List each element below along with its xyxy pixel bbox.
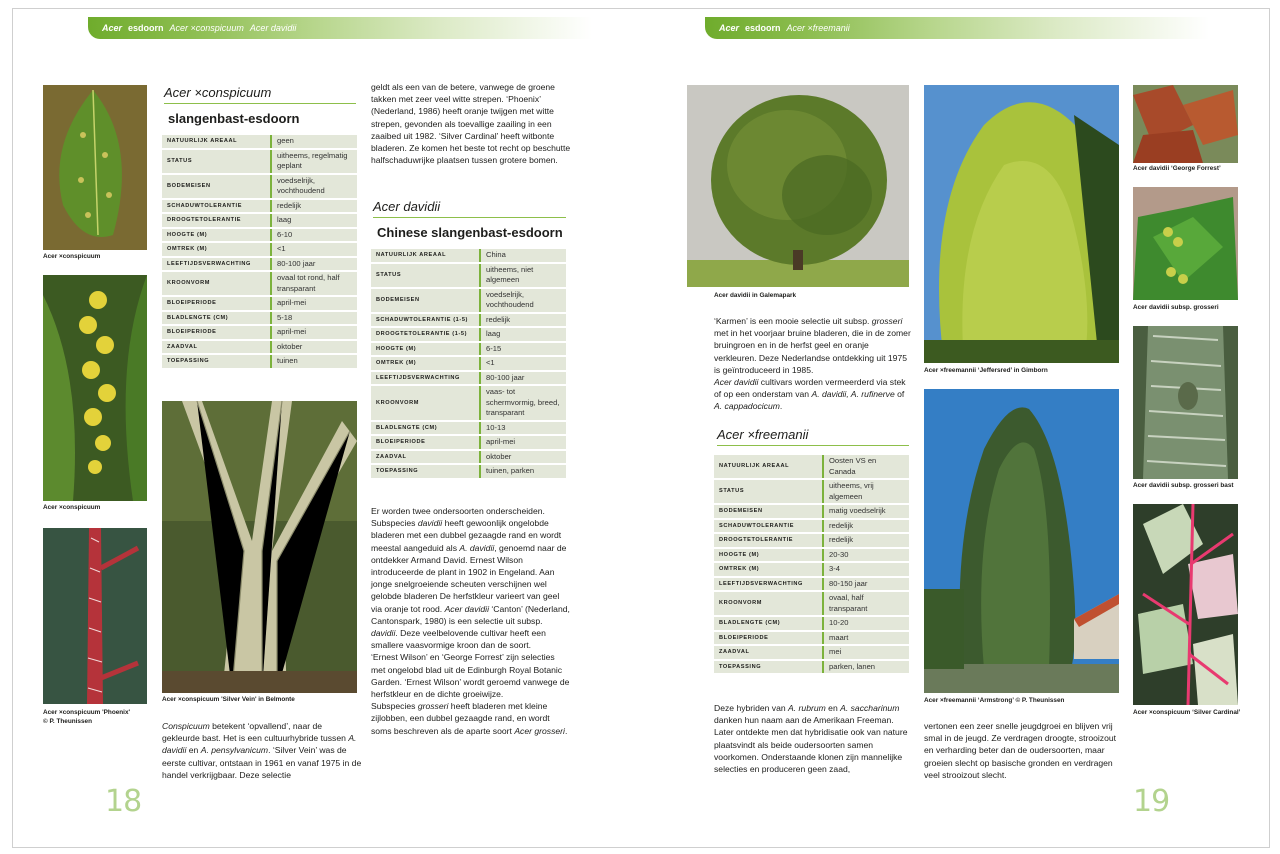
property-label: SCHADUWTOLERANTIE xyxy=(714,520,824,533)
property-row xyxy=(371,451,566,464)
property-label: HOOGTE (M) xyxy=(162,229,272,242)
property-value: uitheems, regelmatig geplant xyxy=(272,150,357,173)
property-label: STATUS xyxy=(162,150,272,173)
property-row xyxy=(714,563,909,576)
property-value: april-mei xyxy=(272,297,357,310)
property-value: tuinen xyxy=(272,355,357,368)
property-row xyxy=(371,422,566,435)
photo-conspicuum-leaves xyxy=(43,85,147,250)
property-label: KROONVORM xyxy=(371,386,481,420)
property-row xyxy=(714,632,909,645)
photo-conspicuum-flowers xyxy=(43,275,147,501)
property-row xyxy=(162,150,357,173)
species-common-name: Chinese slangenbast-esdoorn xyxy=(377,225,563,240)
photo-grosseri xyxy=(1133,187,1238,300)
property-label: OMTREK (M) xyxy=(371,357,481,370)
property-row xyxy=(714,578,909,591)
property-row xyxy=(162,355,357,368)
freemanii-text-part2: vertonen een zeer snelle jeugdgroei en blijven vrij smal in de jeugd. Ze verdragen droogte, strooizout en verharding beter dan de oudersoorten, maar groeien slecht op basische gronden en verdragen veel strooizout slecht. xyxy=(924,721,1117,780)
caption: Acer ×freemannii ‘Jeffersred’ in Gimborn xyxy=(924,367,1048,374)
property-value: ovaal, half transparant xyxy=(824,592,909,615)
property-value: China xyxy=(481,249,566,262)
property-label: BLOEIPERIODE xyxy=(714,632,824,645)
species-latin-title: Acer ×freemanii xyxy=(717,427,909,446)
conspicuum-text-part2: geldt als een van de betere, vanwege de groene takken met zeer veel witte strepen. ‘Phoenix’ (Nederland, 1986) heeft oranje twijgen met witte strepen, gevonden als toevallige zaailing in een zaaibed uit 1982. ‘Silver Cardinal’ heeft witbonte bladeren. Ze komen het beste tot recht op beschutte halfschaduwrijke plaatsen tussen grotere bomen. xyxy=(371,82,571,166)
property-row xyxy=(714,646,909,659)
properties-table-davidii xyxy=(371,247,566,480)
photo-phoenix-branch xyxy=(43,528,147,704)
property-row xyxy=(714,617,909,630)
property-value: 80-100 jaar xyxy=(481,372,566,385)
property-row xyxy=(162,243,357,256)
caption: Acer davidii subsp. grosseri bast xyxy=(1133,482,1234,489)
property-value: 6-10 xyxy=(272,229,357,242)
property-row xyxy=(371,357,566,370)
conspicuum-text-part1: Conspicuum betekent ‘opvallend’, naar de gekleurde bast. Het is een cultuurhybride tussen A. davidii en A. pensylvanicum. ‘Silver Vein’ was de eerste cultivar, ontstaan in 1961 en vanaf 1975 in de handel verkrijgbaar. Deze selectie xyxy=(162,721,362,780)
header-genus: Acer xyxy=(719,23,740,33)
property-row xyxy=(162,258,357,271)
property-label: ZAADVAL xyxy=(714,646,824,659)
property-value: parken, lanen xyxy=(824,661,909,674)
running-header-right xyxy=(705,17,1209,39)
header-genus: Acer xyxy=(102,23,123,33)
property-label: BLADLENGTE (CM) xyxy=(162,312,272,325)
property-label: TOEPASSING xyxy=(162,355,272,368)
header-section: Acer ×freemanii xyxy=(786,23,850,33)
photo-jeffersred xyxy=(924,85,1119,363)
caption: Acer ×conspicuum xyxy=(43,253,101,260)
caption: Acer ×conspicuum xyxy=(43,504,101,511)
property-row xyxy=(714,592,909,615)
property-label: STATUS xyxy=(371,264,481,287)
header-section: Acer ×conspicuum xyxy=(169,23,244,33)
page-number: 18 xyxy=(105,784,142,819)
property-value: redelijk xyxy=(481,314,566,327)
running-header-left xyxy=(88,17,592,39)
property-label: BLOEIPERIODE xyxy=(162,326,272,339)
property-value: april-mei xyxy=(272,326,357,339)
property-label: BLOEIPERIODE xyxy=(371,436,481,449)
property-label: HOOGTE (M) xyxy=(714,549,824,562)
freemanii-text-part1: Deze hybriden van A. rubrum en A. saccharinum danken hun naam aan de Amerikaan Freeman. Later ontdekte men dat hybridisatie ook van nature plaatsvindt als beide oudersoorten samen voorkomen. Onderstaande klonen zijn mannelijke selecties en produceren geen zaad, xyxy=(714,703,908,775)
property-row xyxy=(371,386,566,420)
property-row xyxy=(162,326,357,339)
property-row xyxy=(162,214,357,227)
property-row xyxy=(162,341,357,354)
caption: Acer ×freemannii ‘Armstrong’ © P. Theunissen xyxy=(924,697,1065,704)
davidii-text: Er worden twee ondersoorten onderscheiden. Subspecies davidii heeft gewoonlijk ongelobde bladeren met een dubbel gezaagde rand en wordt meestal aangeduid als A. davidii, genoemd naar de ontdekker Armand David. Ernest Wilson introduceerde de plant in 1902 in Engeland. Aan jonge snelgroeiende scheuten verschijnen wel gelobde bladeren De herfstkleur varieert van geel via oranje tot rood. Acer davidii ‘Canton’ (Nederland, Cantonspark, 1980) is een selectie uit subsp. davidii. Deze veelbelovende cultivar heeft een smallere vaasvormige kroon dan de soort. ‘Ernest Wilson’ en ‘George Forrest’ zijn selecties met ongelobd blad uit de Edinburgh Royal Botanic Garden. ‘Ernest Wilson’ wordt geroemd vanwege de herfstkleur en de dichte groeiwijze. Subspecies grosseri heeft bladeren met kleine zijlobben, een dubbel gezaagde rand, en wordt soms beschreven als de aparte soort Acer grosseri. xyxy=(371,506,570,736)
property-value: maart xyxy=(824,632,909,645)
caption-phoenix: Acer ×conspicuum 'Phoenix' © P. Theunissen xyxy=(43,709,131,725)
property-label: NATUURLIJK AREAAL xyxy=(162,135,272,148)
property-value: mei xyxy=(824,646,909,659)
property-value: redelijk xyxy=(824,534,909,547)
property-row xyxy=(714,534,909,547)
properties-table-freemanii xyxy=(714,453,909,675)
page-number: 19 xyxy=(1133,784,1170,819)
caption: Acer ×conspicuum 'Silver Vein' in Belmonte xyxy=(162,696,295,703)
property-label: BLADLENGTE (CM) xyxy=(371,422,481,435)
property-value: 6-15 xyxy=(481,343,566,356)
property-value: april-mei xyxy=(481,436,566,449)
property-label: BODEMEISEN xyxy=(371,289,481,312)
property-value: uitheems, vrij algemeen xyxy=(824,480,909,503)
property-label: LEEFTIJDSVERWACHTING xyxy=(714,578,824,591)
species-common-name: slangenbast-esdoorn xyxy=(168,111,300,126)
property-value: laag xyxy=(272,214,357,227)
property-row xyxy=(162,135,357,148)
photo-grosseri-bark xyxy=(1133,326,1238,479)
property-label: STATUS xyxy=(714,480,824,503)
property-label: SCHADUWTOLERANTIE (1-5) xyxy=(371,314,481,327)
property-row xyxy=(371,343,566,356)
property-label: TOEPASSING xyxy=(371,465,481,478)
property-value: uitheems, niet algemeen xyxy=(481,264,566,287)
book-spread xyxy=(12,8,1270,848)
caption: Acer davidii subsp. grosseri xyxy=(1133,304,1219,311)
species-latin-title: Acer ×conspicuum xyxy=(164,85,356,104)
property-value: 10-20 xyxy=(824,617,909,630)
property-row xyxy=(162,312,357,325)
property-row xyxy=(371,249,566,262)
property-label: DROOGTETOLERANTIE (1-5) xyxy=(371,328,481,341)
property-label: OMTREK (M) xyxy=(162,243,272,256)
photo-armstrong xyxy=(924,389,1119,693)
property-label: BLADLENGTE (CM) xyxy=(714,617,824,630)
property-row xyxy=(714,455,909,478)
davidii-cultivars-text: ‘Karmen’ is een mooie selectie uit subsp. grosseri met in het voorjaar bruine bladeren, die in de zomer bruingroen en in de herfst geel en oranje verkleuren. Deze Nederlandse ontdekking uit 1975 is geïntroduceerd in 1985. Acer davidii cultivars worden vermeerderd via stek of op een onderstam van A. davidii, A. rufinerve of A. cappadocicum. xyxy=(714,316,911,412)
property-label: LEEFTIJDSVERWACHTING xyxy=(162,258,272,271)
property-value: redelijk xyxy=(824,520,909,533)
property-row xyxy=(714,520,909,533)
header-section: Acer davidii xyxy=(249,23,297,33)
property-label: BODEMEISEN xyxy=(714,505,824,518)
property-value: ovaal tot rond, half transparant xyxy=(272,272,357,295)
property-value: geen xyxy=(272,135,357,148)
property-value: 5-18 xyxy=(272,312,357,325)
photo-silver-cardinal xyxy=(1133,504,1238,705)
property-value: Oosten VS en Canada xyxy=(824,455,909,478)
property-value: tuinen, parken xyxy=(481,465,566,478)
caption: Acer davidii ‘George Forrest’ xyxy=(1133,165,1221,172)
property-row xyxy=(162,297,357,310)
property-row xyxy=(714,480,909,503)
property-value: 80-150 jaar xyxy=(824,578,909,591)
property-value: <1 xyxy=(272,243,357,256)
property-value: 80-100 jaar xyxy=(272,258,357,271)
right-page xyxy=(641,9,1269,847)
property-row xyxy=(371,314,566,327)
property-row xyxy=(162,175,357,198)
property-label: KROONVORM xyxy=(162,272,272,295)
property-row xyxy=(371,328,566,341)
property-value: 20-30 xyxy=(824,549,909,562)
property-value: <1 xyxy=(481,357,566,370)
property-row xyxy=(714,505,909,518)
property-value: 3-4 xyxy=(824,563,909,576)
property-label: BLOEIPERIODE xyxy=(162,297,272,310)
property-value: redelijk xyxy=(272,200,357,213)
property-row xyxy=(371,372,566,385)
property-label: NATUURLIJK AREAAL xyxy=(714,455,824,478)
property-row xyxy=(371,264,566,287)
property-label: KROONVORM xyxy=(714,592,824,615)
property-label: ZAADVAL xyxy=(371,451,481,464)
species-latin-title: Acer davidii xyxy=(373,199,566,218)
caption: Acer ×conspicuum ‘Silver Cardinal’ xyxy=(1133,709,1241,716)
caption: Acer davidii in Galemapark xyxy=(714,292,797,299)
property-label: OMTREK (M) xyxy=(714,563,824,576)
left-page xyxy=(13,9,641,847)
property-label: LEEFTIJDSVERWACHTING xyxy=(371,372,481,385)
header-common: esdoorn xyxy=(128,23,164,33)
property-value: voedselrijk, vochthoudend xyxy=(272,175,357,198)
property-row xyxy=(162,272,357,295)
property-value: laag xyxy=(481,328,566,341)
property-value: oktober xyxy=(272,341,357,354)
property-label: DROOGTETOLERANTIE xyxy=(162,214,272,227)
property-row xyxy=(714,661,909,674)
property-row xyxy=(371,289,566,312)
property-row xyxy=(714,549,909,562)
property-label: TOEPASSING xyxy=(714,661,824,674)
property-row xyxy=(162,200,357,213)
property-value: 10-13 xyxy=(481,422,566,435)
photo-galemapark-tree xyxy=(687,85,909,287)
photo-george-forrest xyxy=(1133,85,1238,163)
properties-table-conspicuum xyxy=(162,133,357,370)
property-label: DROOGTETOLERANTIE xyxy=(714,534,824,547)
property-row xyxy=(371,465,566,478)
property-value: matig voedselrijk xyxy=(824,505,909,518)
property-label: SCHADUWTOLERANTIE xyxy=(162,200,272,213)
property-label: NATUURLIJK AREAAL xyxy=(371,249,481,262)
property-value: oktober xyxy=(481,451,566,464)
property-label: ZAADVAL xyxy=(162,341,272,354)
property-value: vaas- tot schermvormig, breed, transparant xyxy=(481,386,566,420)
property-row xyxy=(371,436,566,449)
header-common: esdoorn xyxy=(745,23,781,33)
property-value: voedselrijk, vochthoudend xyxy=(481,289,566,312)
photo-silver-vein xyxy=(162,401,357,693)
property-label: HOOGTE (M) xyxy=(371,343,481,356)
property-row xyxy=(162,229,357,242)
property-label: BODEMEISEN xyxy=(162,175,272,198)
